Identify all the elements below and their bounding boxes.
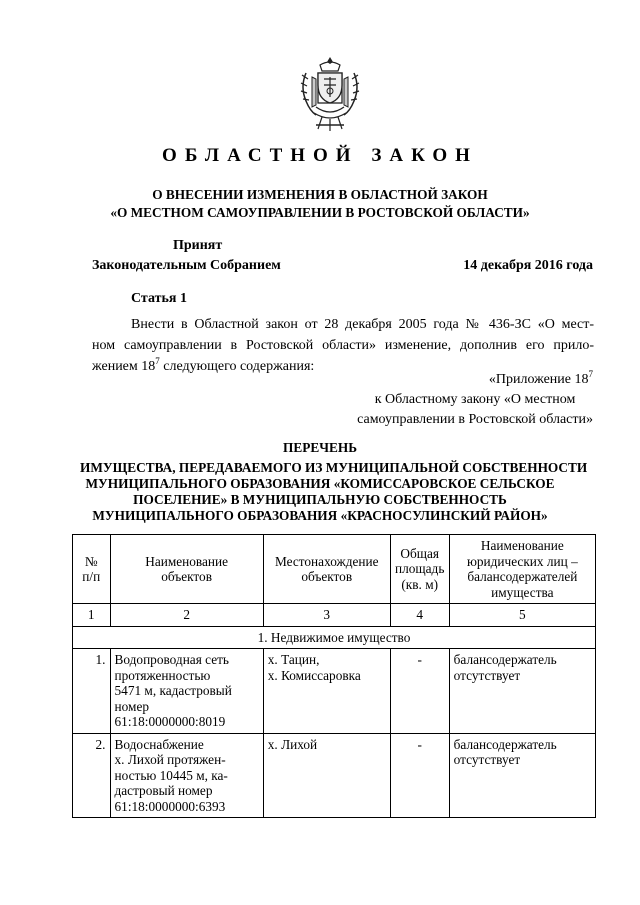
section-title: 1. Недвижимое имущество <box>73 626 596 649</box>
header-text: объектов <box>161 569 212 584</box>
object-holder <box>449 649 595 734</box>
appendix-title-text: «Приложение 18 <box>488 372 589 387</box>
article-text-line: Внести в Областной закон от 28 декабря 2005 года № 436-ЗС «О мест- <box>131 317 594 332</box>
list-subtitle-line: ПОСЕЛЕНИЕ» В МУНИЦИПАЛЬНУЮ СОБСТВЕННОСТЬ <box>133 492 507 507</box>
object-name <box>110 733 263 818</box>
header-text: имущества <box>491 584 554 600</box>
assets-table <box>72 534 596 818</box>
section-row <box>73 626 596 649</box>
adopted-by: Законодательным Собранием <box>92 258 281 273</box>
article-text-line: ном самоуправлении в Ростовской области» изменение, дополнив его прило- <box>92 338 594 353</box>
list-subtitle-line: ИМУЩЕСТВА, ПЕРЕДАВАЕМОГО ИЗ МУНИЦИПАЛЬНОЙ СОБСТВЕННОСТИ <box>80 460 588 475</box>
header-cell-area <box>390 535 449 604</box>
appendix-line: самоуправлении в Ростовской области» <box>357 412 593 427</box>
cell-text: 61:18:0000000:6393 <box>114 798 226 814</box>
table-row <box>73 649 596 734</box>
header-text: балансодержателей <box>467 569 578 584</box>
header-text: площадь <box>395 561 445 577</box>
cell-text: х. Комиссаровка <box>267 667 361 683</box>
rostov-region-emblem <box>298 55 362 133</box>
appendix-reference <box>357 370 593 430</box>
header-text: Наименование <box>480 538 564 553</box>
header-text: (кв. м) <box>401 576 439 592</box>
superscript: 7 <box>588 369 593 379</box>
object-location <box>263 733 390 818</box>
cell-text: 5471 м, кадастровый <box>114 683 232 698</box>
object-location <box>263 649 390 734</box>
superscript: 7 <box>155 356 160 366</box>
document-title: ОБЛАСТНОЙ ЗАКОН <box>162 145 478 166</box>
list-title: ПЕРЕЧЕНЬ <box>283 440 357 455</box>
object-name <box>110 649 263 734</box>
article-text-part: жением 18 <box>92 359 156 374</box>
cell-text: отсутствует <box>453 752 521 767</box>
object-area: - <box>390 733 449 818</box>
object-area: - <box>390 649 449 734</box>
subtitle-line: О ВНЕСЕНИИ ИЗМЕНЕНИЯ В ОБЛАСТНОЙ ЗАКОН <box>152 187 488 202</box>
cell-text: 61:18:0000000:8019 <box>114 714 226 729</box>
header-cell-location <box>263 535 390 604</box>
row-number: 1. <box>73 649 111 734</box>
header-cell-name <box>110 535 263 604</box>
table-row <box>73 733 596 818</box>
column-number: 5 <box>449 604 595 627</box>
adopted-label: Принят <box>173 238 223 253</box>
column-number: 4 <box>390 604 449 627</box>
article-text-part: следующего содержания: <box>159 359 315 374</box>
list-subtitle-line: МУНИЦИПАЛЬНОГО ОБРАЗОВАНИЯ «КРАСНОСУЛИНСКИЙ РАЙОН» <box>92 508 548 523</box>
header-text: п/п <box>82 569 101 584</box>
row-number: 2. <box>73 733 111 818</box>
article-heading: Статья 1 <box>131 291 187 306</box>
cell-text: х. Тацин, <box>267 652 320 667</box>
header-cell-number <box>73 535 111 604</box>
cell-text: Водопроводная сеть <box>114 652 229 667</box>
cell-text: балансодержатель <box>453 736 557 752</box>
cell-text: х. Лихой протяжен- <box>114 752 226 767</box>
column-number: 1 <box>73 604 111 627</box>
article-text <box>92 314 594 377</box>
header-text: Местонахождение <box>274 553 379 569</box>
column-number-row <box>73 604 596 627</box>
column-number: 2 <box>110 604 263 627</box>
object-holder <box>449 733 595 818</box>
header-cell-holder <box>449 535 595 604</box>
subtitle-line: «О МЕСТНОМ САМОУПРАВЛЕНИИ В РОСТОВСКОЙ ОБЛАСТИ» <box>110 205 530 220</box>
column-number: 3 <box>263 604 390 627</box>
adopted-date: 14 декабря 2016 года <box>463 258 593 273</box>
list-subtitle <box>80 460 588 524</box>
appendix-title <box>357 370 593 390</box>
cell-text: х. Лихой <box>267 736 318 752</box>
header-text: Наименование <box>145 553 229 569</box>
cell-text: протяженностью <box>114 667 211 683</box>
document-subtitle <box>60 186 580 222</box>
cell-text: ностью 10445 м, ка- <box>114 767 228 783</box>
header-text: юридических лиц – <box>466 553 578 569</box>
cell-text: Водоснабжение <box>114 736 204 752</box>
table-header-row <box>73 535 596 604</box>
cell-text: дастровый номер <box>114 783 213 798</box>
header-text: № <box>84 553 98 569</box>
header-text: Общая <box>400 545 440 561</box>
header-text: объектов <box>301 569 353 584</box>
cell-text: номер <box>114 698 149 714</box>
appendix-line: к Областному закону «О местном <box>374 392 576 407</box>
list-subtitle-line: МУНИЦИПАЛЬНОГО ОБРАЗОВАНИЯ «КОМИССАРОВСКОЕ СЕЛЬСКОЕ <box>85 476 555 491</box>
cell-text: отсутствует <box>453 667 521 683</box>
cell-text: балансодержатель <box>453 652 557 667</box>
